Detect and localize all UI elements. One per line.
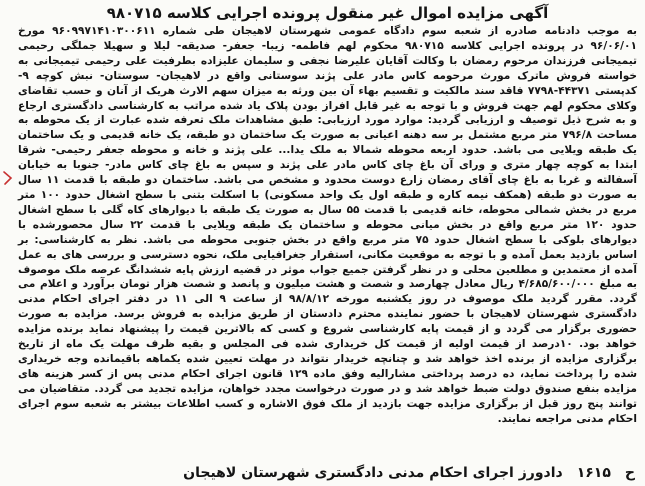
footer-signature: دادورز اجرای احکام مدنی دادگستری شهرستان لاهیجان bbox=[183, 465, 563, 481]
red-pen-mark-icon bbox=[2, 170, 14, 186]
footer-letter: ح bbox=[624, 465, 635, 481]
notice-body: به موجب دادنامه صادره از شعبه سوم دادگاه عمومی شهرستان لاهیجان طی شماره ۹۶۰۹۹۷۱۴۱۰۳۰۰۶۱۱ مورخ ۹۶/۰۶/۰۱ در پرونده اجرایی کلاسه ۹۸۰۷۱۵ محکوم لهم فاطمه- زیبا- جعفر- صدیقه- لیلا و سهیلا جملگی رحیمی تیمیجانی فرزندان مرحوم رمضان با وکالت آقایان علیرضا نجفی و سلیمان علیزاده بطرفیت علی رحیمی تیمیجانی به خواسته فروش ماترک مورث مرحومه کاس مادر علی پژند سوستانی واقع در لاهیجان- سوستان- نبش کوچه ۹- کدپستی ۴۴۳۷۱-۷۷۹۸ فاقد سند مالکیت و تقسیم بهاء آن بین ورثه به میزان سهم الارث هریک از آنان و حسب تقاضای وکلای محکوم لهم جهت فروش و با توجه به غیر قابل افراز بودن پلاک یاد شده مراتب به کارشناسی دادگستری ارجاع و به شرح ذیل توصیف و ارزیابی گردید: موارد مورد ارزیابی: طبق مشاهدات ملک تعرفه شده عبارت از یک محوطه به مساحت ۷۹۶/۸ متر مربع مشتمل بر سه دهنه اعیانی به صورت یک ساختمان دو طبقه، یک خانه قدیمی و یک ساختمان یک طبقه ویلایی می باشد. حدود اربعه محوطه شمالا به ملک یدا... علی پژند و خانه و محوطه جعفر رحیمی- شرقا ابتدا به کوچه چهار متری و ورای آن باغ چای کاس مادر علی پژند و سپس به باغ چای کاس مادر- جنوبا به خیابان آسفالته و غربا به باغ چای آقای رمضان زارع دوست محدود و مشخص می باشد. ساختمان دو طبقه با قدمت ۱۱ سال به صورت دو طبقه (همکف نیمه کاره و طبقه اول یک واحد مسکونی) با اسکلت بتنی با سطح اشغال حدود ۱۰۰ متر مربع در بخش شمالی محوطه، خانه قدیمی با قدمت ۵۵ سال به صورت یک طبقه با دیوارهای کاه گلی با سطح اشغال حدود ۱۲۰ متر مربع واقع در بخش میانی محوطه و ساختمان یک طبقه ویلایی با قدمت ۲۲ سال محصورشده با دیوارهای بلوکی با سطح اشغال حدود ۷۵ متر مربع واقع در بخش جنوبی محوطه می باشد. نظر به کارشناسی: بر اساس بازدید بعمل آمده و با توجه به موقعیت مکانی، استقرار جغرافیایی ملک، نحوه دسترسی و بررسی های به عمل آمده از معتمدین و مطلعین محلی و در نظر گرفتن جمیع جواب موثر در قضیه ارزش پایه ششدانگ عرصه ملک موصوف به مبلغ ۴/۶۸۵/۶۰۰/۰۰۰ ریال معادل چهارصد و شصت و هشت میلیون و پانصد و شصت هزار تومان برآورد و اعلام می گردد. مقرر گردید ملک موصوف در روز یکشنبه مورخه ۹۸/۸/۱۲ از ساعت ۹ الی ۱۱ در دفتر اجرای احکام مدنی دادگستری شهرستان لاهیجان با حضور نماینده محترم دادستان از طریق مزایده به فروش برسد. مزایده به صورت حضوری برگزار می گردد و از قیمت پایه کارشناسی شروع و کسی که بالاترین قیمت را پیشنهاد نماید برنده مزایده خواهد بود. ۱۰درصد از قیمت اولیه از قیمت کل خریداری شده فی المجلس و بقیه ظرف مهلت یک ماه از تاریخ برگزاری مزایده از برنده اخذ خواهد شد و چنانچه خریدار نتواند در مهلت تعیین شده یکماهه باقیمانده وجه خریداری شده را پرداخت نماید، ده درصد پرداختی مشارالیه وفق ماده ۱۲۹ قانون اجرای احکام مدنی پس از کسر هزینه های مزایده بنفع صندوق دولت ضبط خواهد شد و در صورت درخواست مجدد خواهان، مزایده تجدید می گردد. متقاضیان می توانند پنج روز قبل از برگزاری مزایده جهت بازدید از ملک فوق الاشاره و کسب اطلاعات بیشتر به شعبه سوم اجرای احکام مدنی مراجعه نمایند. bbox=[18, 25, 638, 425]
notice-footer bbox=[18, 464, 635, 482]
footer-code: ۱۶۱۵ bbox=[576, 465, 611, 481]
notice-title: آگهی مزایده اموال غیر منقول پرونده اجرایی کلاسه ۹۸۰۷۱۵ bbox=[106, 4, 549, 22]
